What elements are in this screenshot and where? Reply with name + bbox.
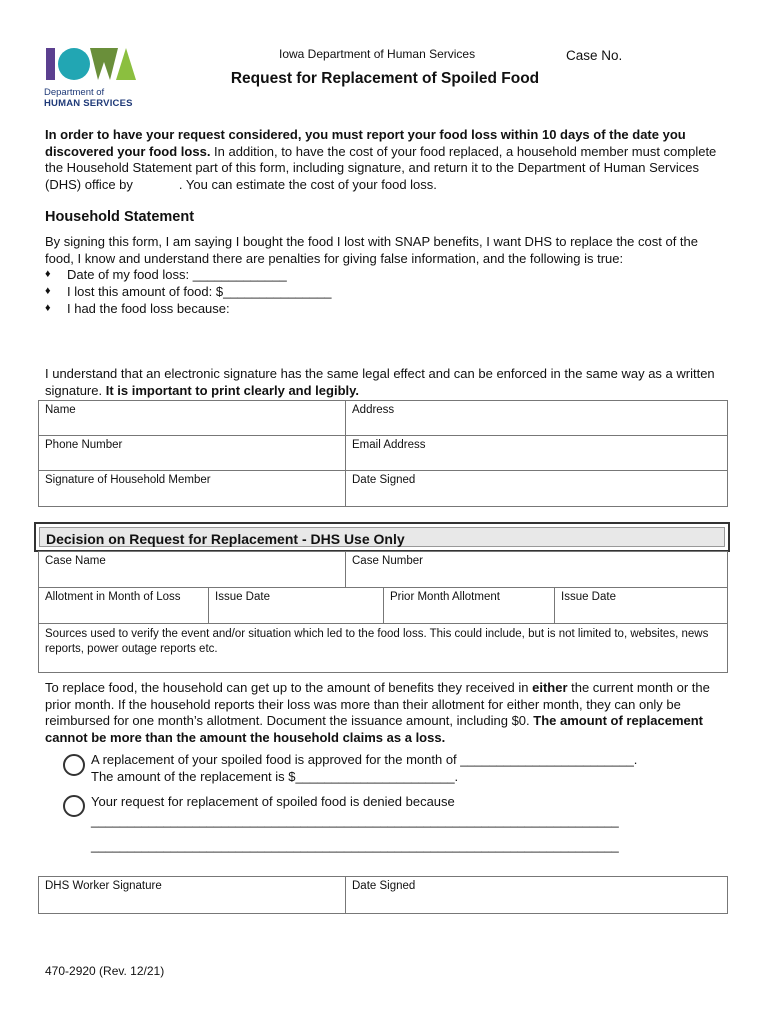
worker-signature-table <box>38 876 728 914</box>
email-field[interactable]: Email Address <box>346 436 727 471</box>
replacement-limit-bold: The amount of replacement cannot be more than the amount the household claims as a loss. <box>45 713 703 745</box>
bullet-loss-reason: ♦ I had the food loss because: <box>45 301 230 316</box>
allotment-month-of-loss-field[interactable]: Allotment in Month of Loss <box>39 588 209 624</box>
form-title: Request for Replacement of Spoiled Food <box>230 70 540 87</box>
household-signature-field[interactable]: Signature of Household Member <box>39 471 346 506</box>
intro-bold: In order to have your request considered, you must report your food loss within 10 days of the date you discovered your food loss. <box>45 127 686 159</box>
household-fields-table <box>38 400 728 507</box>
diamond-bullet-icon: ♦ <box>45 285 51 297</box>
case-number-field[interactable]: Case Number <box>346 552 727 588</box>
logo-department-of: Department of <box>44 87 105 98</box>
dhs-worker-signature-field[interactable]: DHS Worker Signature <box>39 877 346 913</box>
household-statement-heading: Household Statement <box>45 209 195 225</box>
agency-name: Iowa Department of Human Services <box>279 47 476 61</box>
case-no-label: Case No. <box>566 48 623 63</box>
dhs-use-only-header <box>34 522 730 552</box>
statement-bullets <box>45 266 332 317</box>
deny-option-text: Your request for replacement of spoiled food is denied because <box>91 794 455 809</box>
dhs-heading: Decision on Request for Replacement - DHS Use Only <box>39 527 725 547</box>
issue-date-field-1[interactable]: Issue Date <box>209 588 384 624</box>
household-date-signed-field[interactable]: Date Signed <box>352 474 416 486</box>
replacement-rules-paragraph: To replace food, the household can get up to the amount of benefits they received in either the current month or the prior month. If the household reports their loss was more than their allotment for either month, they can only be reimbursed for one month’s allotment. Document the issuance amount, including $0. The amount of replacement cannot be more than the amount the household claims as a loss. <box>45 680 710 745</box>
intro-text-after: . You can estimate the cost of your food loss. <box>178 176 437 192</box>
verification-sources-field[interactable]: Sources used to verify the event and/or situation which led to the food loss. This could include, but is not limited to, websites, news reports, power outage reports etc. <box>45 628 709 655</box>
approve-month-line: A replacement of your spoiled food is approved for the month of ________________________. <box>91 752 638 767</box>
deny-radio[interactable] <box>63 795 85 817</box>
phone-field[interactable]: Phone Number <box>39 436 346 471</box>
issue-date-field-2[interactable]: Issue Date <box>555 588 727 624</box>
approve-radio[interactable] <box>63 754 85 776</box>
form-number: 470-2920 (Rev. 12/21) <box>45 964 165 978</box>
deny-reason-line-1[interactable]: _________________________________________________________________________ <box>91 813 619 828</box>
bullet-date-of-loss: ♦ Date of my food loss: _____________ <box>45 267 287 282</box>
approve-amount-line: The amount of the replacement is $______________________. <box>91 768 459 784</box>
deny-reason-line-2[interactable]: _________________________________________________________________________ <box>91 838 619 853</box>
bullet-amount-lost: ♦ I lost this amount of food: $_______________ <box>45 284 332 299</box>
logo-human-services: HUMAN SERVICES <box>44 98 133 109</box>
household-statement-text: By signing this form, I am saying I bought the food I lost with SNAP benefits, I want DHS to replace the cost of the food, I know and understand there are penalties for giving false information, and the following is true: <box>45 234 698 266</box>
address-field[interactable]: Address <box>346 401 727 436</box>
name-field[interactable]: Name <box>39 401 346 436</box>
intro-paragraph <box>45 127 725 193</box>
prior-month-allotment-field[interactable]: Prior Month Allotment <box>384 588 555 624</box>
intro-text: In addition, to have the cost of your food replaced, a household member must complete the Household Statement part of this form, including signature, and return it to the Department of Human Services (DHS) office by <box>45 143 717 192</box>
dhs-fields-table <box>38 551 728 673</box>
diamond-bullet-icon: ♦ <box>45 302 51 314</box>
esign-bold: It is important to print clearly and legibly. <box>105 382 359 398</box>
approve-option-text <box>91 752 731 785</box>
diamond-bullet-icon: ♦ <box>45 268 51 280</box>
case-name-field[interactable]: Case Name <box>39 552 346 588</box>
esign-paragraph: I understand that an electronic signature has the same legal effect and can be enforced in the same way as a written signature. It is important to print clearly and legibly. <box>45 366 715 398</box>
worker-date-signed-field[interactable]: Date Signed <box>352 880 416 892</box>
